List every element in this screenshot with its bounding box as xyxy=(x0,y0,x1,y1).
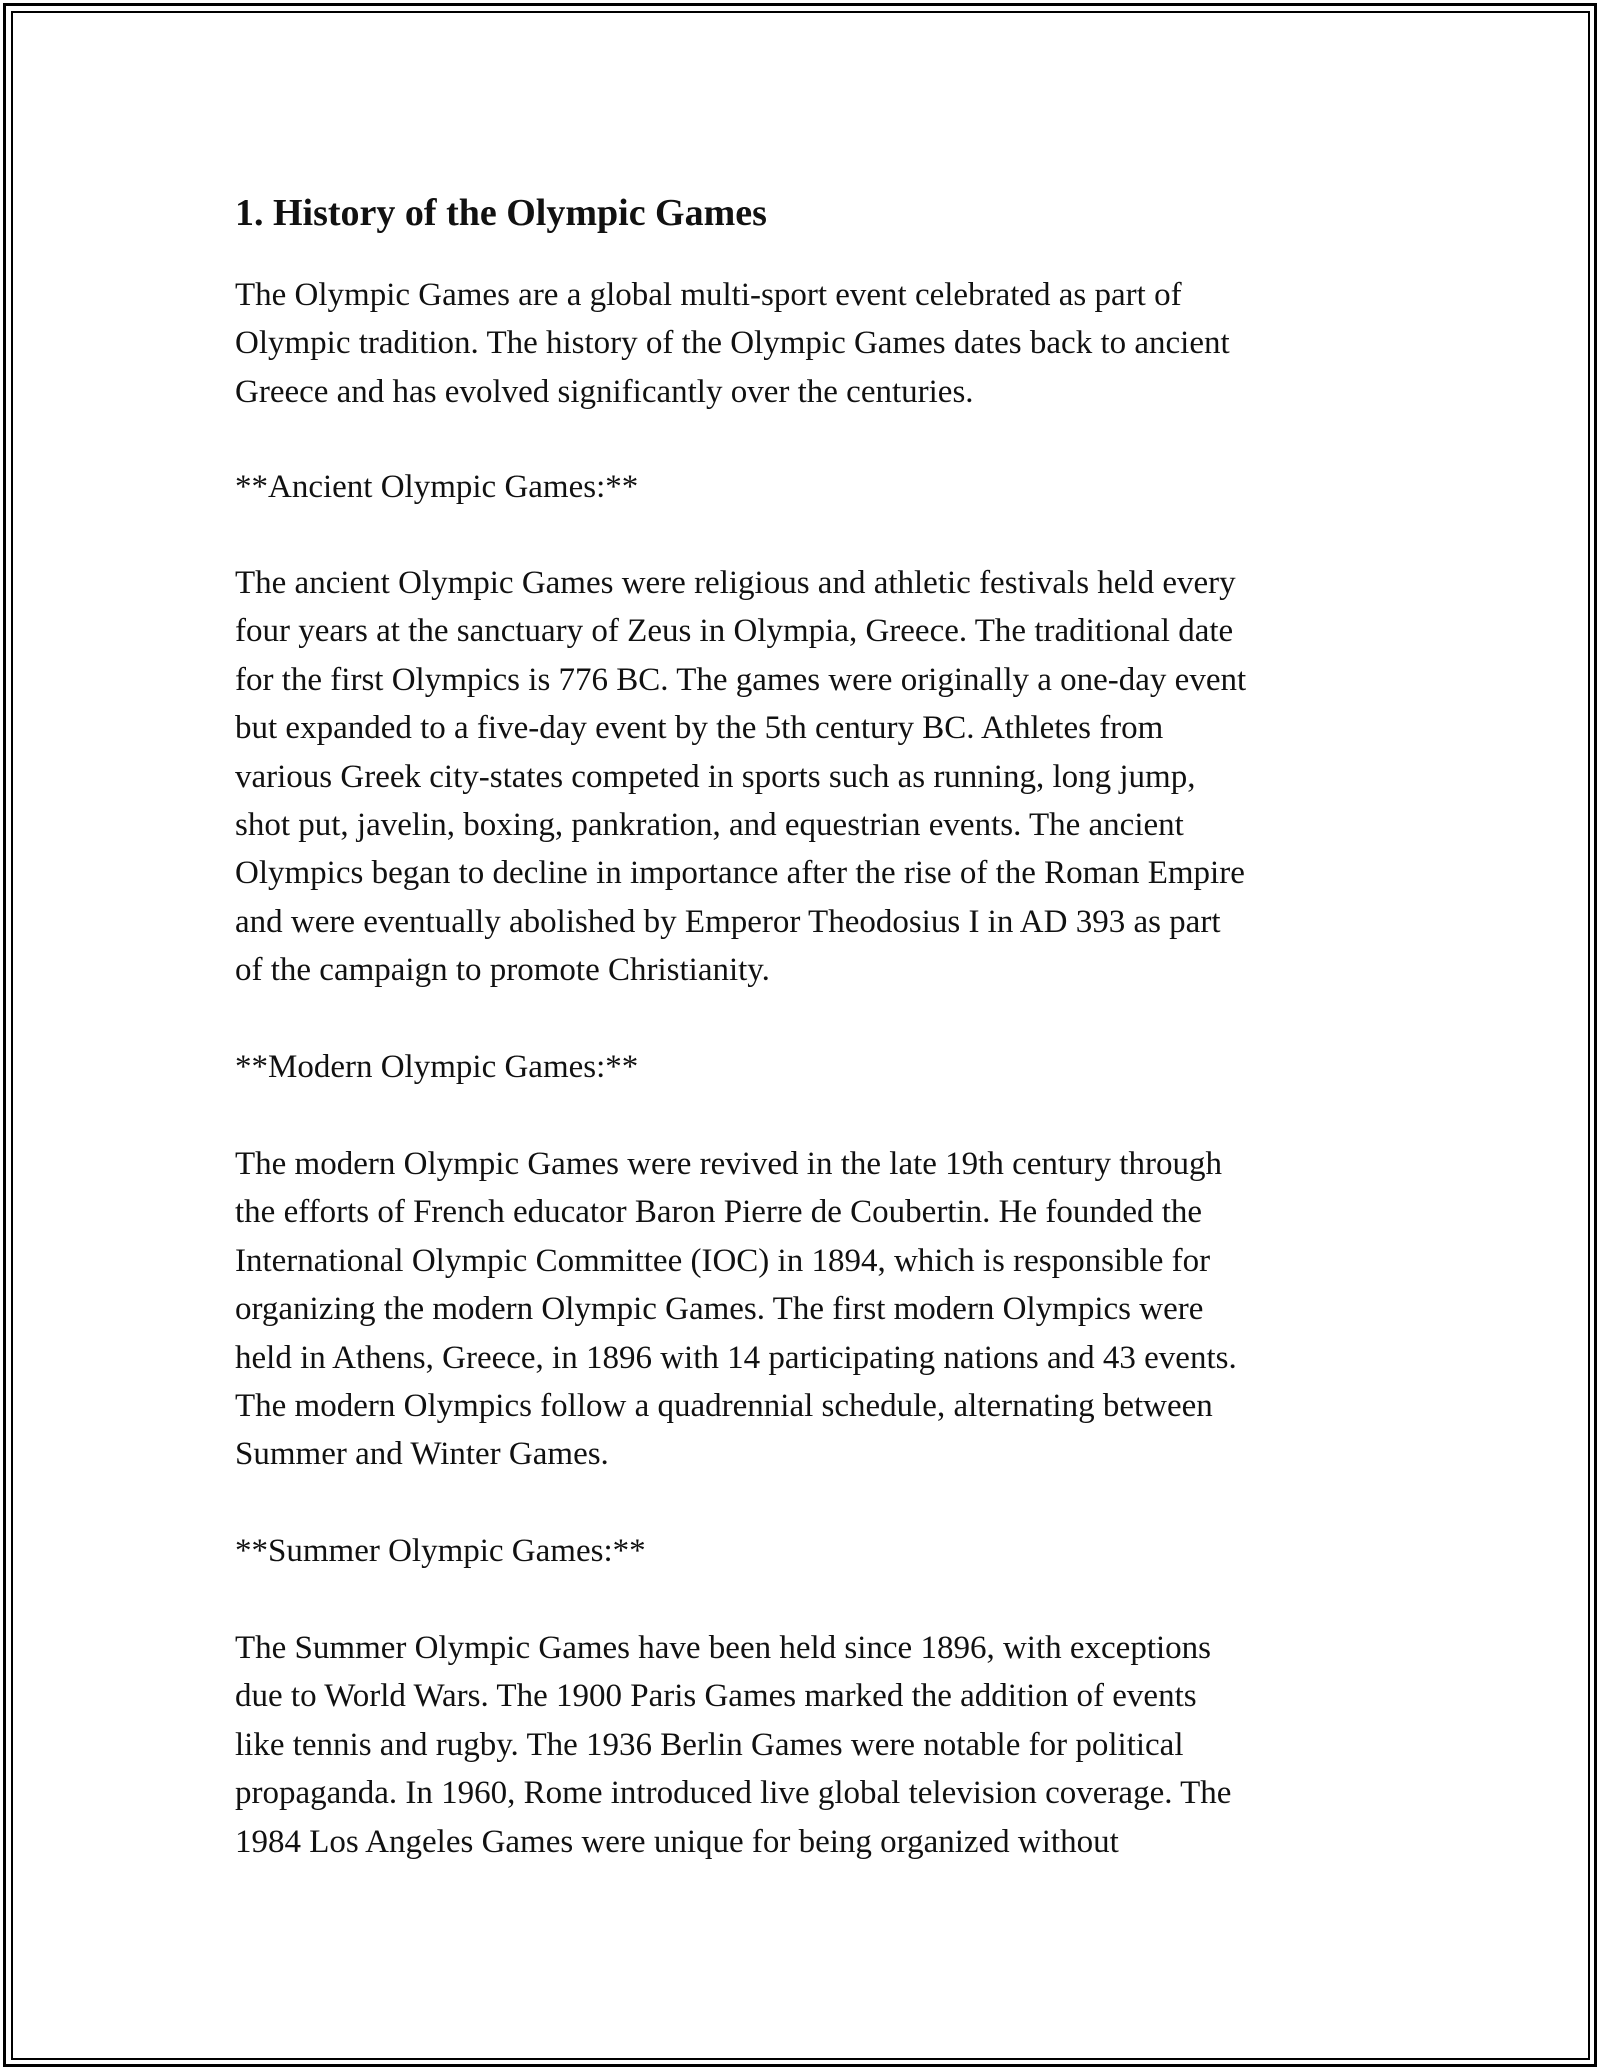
paragraph-line: like tennis and rugby. The 1936 Berlin Games were notable for political xyxy=(235,1726,1184,1763)
page-title: 1. History of the Olympic Games xyxy=(235,192,767,234)
intro-paragraph xyxy=(235,271,1230,416)
paragraph-line: 1984 Los Angeles Games were unique for being organized without xyxy=(235,1823,1119,1860)
paragraph-line: The Olympic Games are a global multi-sport event celebrated as part of xyxy=(235,277,1182,313)
document-body xyxy=(235,186,1375,1860)
paragraph-line: held in Athens, Greece, in 1896 with 14 participating nations and 43 events. xyxy=(235,1339,1237,1376)
paragraph-line: of the campaign to promote Christianity. xyxy=(235,952,770,989)
paragraph-line: and were eventually abolished by Emperor Theodosius I in AD 393 as part xyxy=(235,903,1221,940)
ancient-games-paragraph xyxy=(235,559,1246,995)
paragraph-line: Summer and Winter Games. xyxy=(235,1436,609,1473)
paragraph-line: but expanded to a five-day event by the 5th century BC. Athletes from xyxy=(235,710,1164,747)
paragraph-line: due to World Wars. The 1900 Paris Games marked the addition of events xyxy=(235,1678,1197,1715)
paragraph-line: various Greek city-states competed in sports such as running, long jump, xyxy=(235,758,1196,795)
summer-games-paragraph xyxy=(235,1624,1231,1866)
paragraph-line: Greece and has evolved significantly over the centuries. xyxy=(235,373,974,410)
paragraph-line: The ancient Olympic Games were religious and athletic festivals held every xyxy=(235,565,1236,601)
paragraph-line: propaganda. In 1960, Rome introduced live global television coverage. The xyxy=(235,1775,1232,1812)
section-heading-modern: **Modern Olympic Games:** xyxy=(235,1049,639,1085)
paragraph-line: the efforts of French educator Baron Pierre de Coubertin. He founded the xyxy=(235,1194,1203,1231)
paragraph-line: The Summer Olympic Games have been held since 1896, with exceptions xyxy=(235,1630,1211,1666)
paragraph-line: The modern Olympic Games were revived in the late 19th century through xyxy=(235,1146,1222,1182)
paragraph-line: International Olympic Committee (IOC) in 1894, which is responsible for xyxy=(235,1242,1211,1279)
section-heading-ancient: **Ancient Olympic Games:** xyxy=(235,469,639,505)
paragraph-line: for the first Olympics is 776 BC. The games were originally a one-day event xyxy=(235,661,1247,698)
paragraph-line: shot put, javelin, boxing, pankration, and equestrian events. The ancient xyxy=(235,807,1184,844)
paragraph-line: Olympic tradition. The history of the Olympic Games dates back to ancient xyxy=(235,325,1230,362)
modern-games-paragraph xyxy=(235,1140,1237,1479)
paragraph-line: The modern Olympics follow a quadrennial schedule, alternating between xyxy=(235,1388,1213,1425)
paragraph-line: Olympics began to decline in importance after the rise of the Roman Empire xyxy=(235,855,1245,892)
paragraph-line: organizing the modern Olympic Games. The first modern Olympics were xyxy=(235,1291,1204,1328)
paragraph-line: four years at the sanctuary of Zeus in Olympia, Greece. The traditional date xyxy=(235,613,1234,650)
section-heading-summer: **Summer Olympic Games:** xyxy=(235,1533,646,1569)
